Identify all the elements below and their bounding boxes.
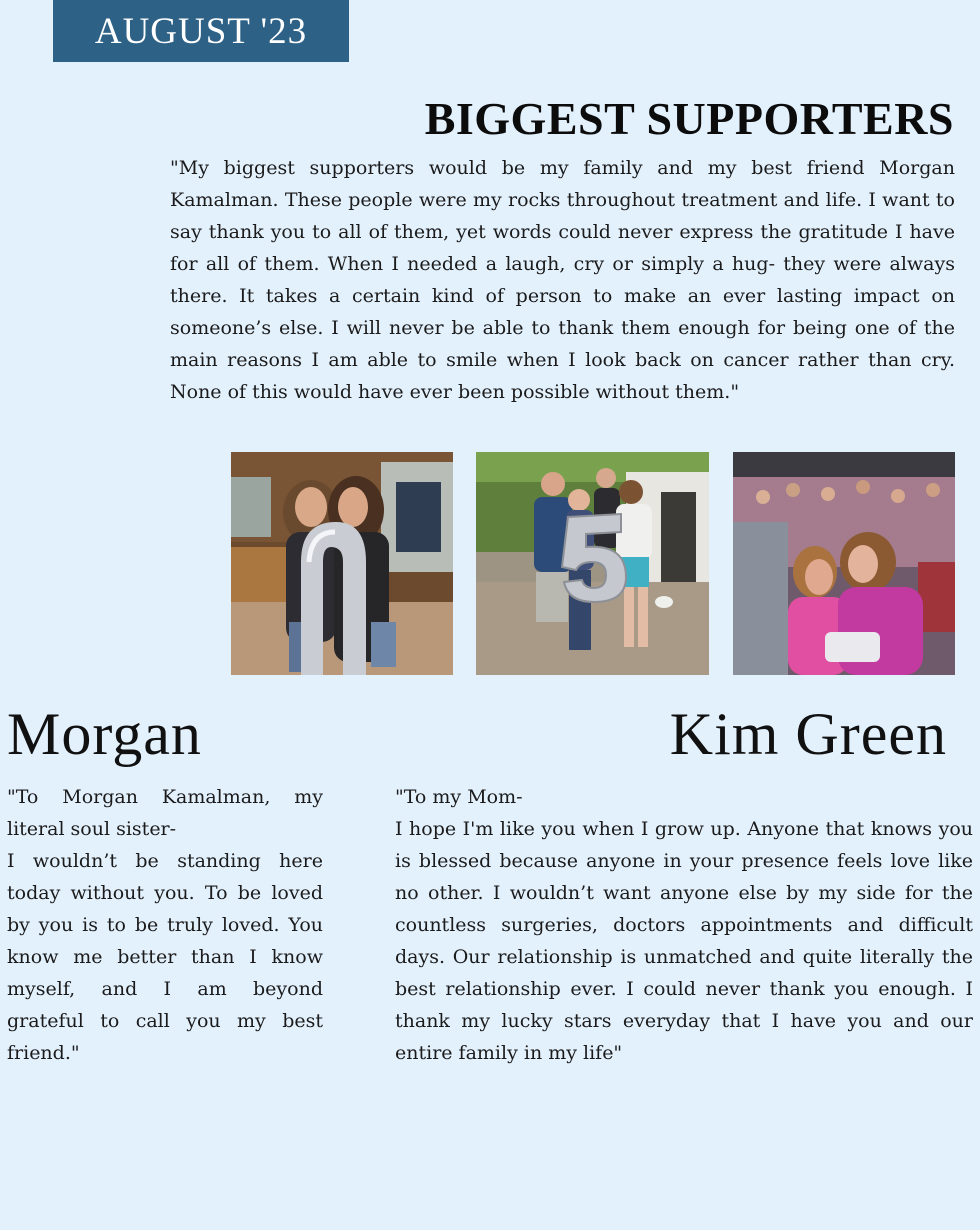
quote-kim-opening: "To my Mom- — [395, 786, 523, 808]
quote-morgan-body: I wouldn’t be standing here today without you. To be loved by you is to be truly loved. You know me better than I know myself, and I am beyond grateful to call you my best friend." — [7, 850, 323, 1064]
quote-kim-green — [395, 781, 973, 1069]
supporter-name-morgan: Morgan — [7, 701, 202, 767]
supporter-name-kim-green: Kim Green — [669, 701, 947, 767]
intro-quote: "My biggest supporters would be my family and my best friend Morgan Kamalman. These people were my rocks throughout treatment and life. I want to say thank you to all of them, yet words could never express the gratitude I have for all of them. When I needed a laugh, cry or simply a hug- they were always there. It takes a certain kind of person to make an ever lasting impact on someone’s else. I will never be able to thank them enough for being one of the main reasons I am able to smile when I look back on cancer rather than cry. None of this would have ever been possible without them." — [170, 157, 955, 403]
photo-friends-concert — [733, 452, 955, 675]
photo-family-deck — [476, 452, 709, 675]
quote-kim-body: I hope I'm like you when I grow up. Anyone that knows you is blessed because anyone in your presence feels love like no other. I wouldn’t want anyone else by my side for the countless surgeries, doctors appointments and difficult days. Our relationship is unmatched and quite literally the best relationship ever. I could never thank you enough. I thank my lucky stars everyday that I have you and our entire family in my life" — [395, 818, 973, 1064]
photo-friends-kitchen — [231, 452, 453, 675]
page-title: BIGGEST SUPPORTERS — [424, 93, 954, 144]
quote-morgan-opening: "To Morgan Kamalman, my literal soul sister- — [7, 786, 323, 840]
month-badge: AUGUST '23 — [53, 0, 349, 62]
quote-morgan — [7, 781, 323, 1069]
